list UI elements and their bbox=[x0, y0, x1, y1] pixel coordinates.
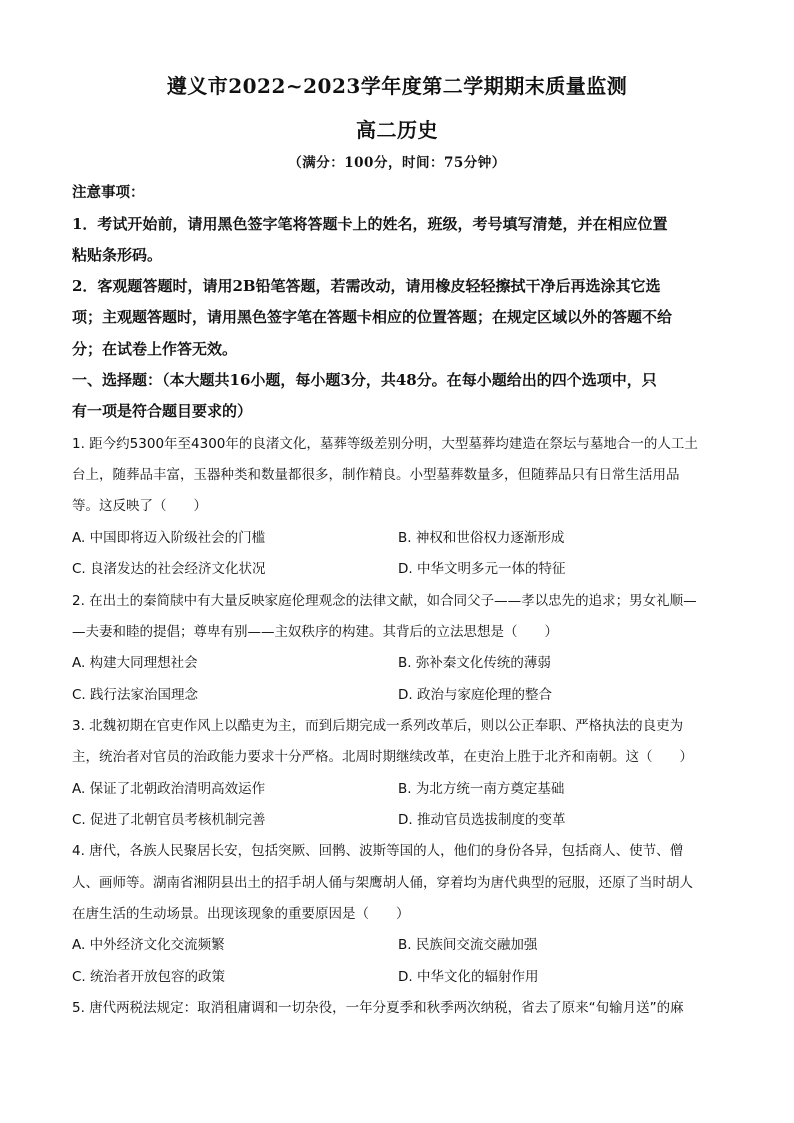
question-1-option-a: A. 中国即将迈入阶级社会的门槛 bbox=[72, 530, 266, 546]
question-4-option-d: D. 中华文化的辐射作用 bbox=[398, 969, 539, 985]
question-3-option-a: A. 保证了北朝政治清明高效运作 bbox=[72, 781, 266, 797]
question-1-text: 1. 距今约5300年至4300年的良渚文化，墓葬等级差别分明，大型墓葬均建造在祭坛与墓地合一的人工土 bbox=[72, 436, 698, 452]
question-3-option-b: B. 为北方统一南方奠定基础 bbox=[398, 781, 565, 797]
notice-line: 粘贴条形码。 bbox=[72, 246, 163, 264]
question-1-text: 台上，随葬品丰富，玉器种类和数量都很多，制作精良。小型墓葬数量多，但随葬品只有日常生活用品 bbox=[72, 467, 680, 483]
question-4-text: 4. 唐代，各族人民聚居长安，包括突厥、回鹘、波斯等国的人，他们的身份各异，包括商人、使节、僧 bbox=[72, 843, 684, 859]
question-4-option-b: B. 民族间交流交融加强 bbox=[398, 937, 538, 953]
notice-line: 2．客观题答题时，请用2B铅笔答题，若需改动，请用橡皮轻轻擦拭干净后再选涂其它选 bbox=[72, 277, 661, 295]
exam-info: （满分：100分，时间：75分钟） bbox=[288, 155, 506, 171]
notice-line: 分；在试卷上作答无效。 bbox=[72, 340, 238, 358]
question-4-text: 在唐生活的生动场景。出现该现象的重要原因是（ ） bbox=[72, 906, 410, 922]
question-2-option-c: C. 践行法家治国理念 bbox=[72, 687, 199, 703]
section-heading: 一、选择题：（本大题共16小题，每小题3分，共48分。在每小题给出的四个选项中，只 bbox=[72, 371, 657, 389]
question-1-option-b: B. 神权和世俗权力逐渐形成 bbox=[398, 530, 565, 546]
question-1-option-d: D. 中华文明多元一体的特征 bbox=[398, 561, 566, 577]
exam-subject: 高二历史 bbox=[356, 118, 438, 142]
question-1-option-c: C. 良渚发达的社会经济文化状况 bbox=[72, 561, 266, 577]
notice-heading: 注意事项： bbox=[72, 184, 145, 201]
question-4-option-a: A. 中外经济文化交流频繁 bbox=[72, 937, 225, 953]
question-3-option-c: C. 促进了北朝官员考核机制完善 bbox=[72, 812, 266, 828]
notice-line: 1．考试开始前，请用黑色签字笔将答题卡上的姓名，班级，考号填写清楚，并在相应位置 bbox=[72, 215, 668, 233]
notice-line: 项；主观题答题时，请用黑色签字笔在答题卡相应的位置答题；在规定区域以外的答题不给 bbox=[72, 308, 673, 326]
question-4-text: 人、画师等。湖南省湘阴县出土的招手胡人俑与架鹰胡人俑，穿着均为唐代典型的冠服，还原了当时胡人 bbox=[72, 875, 693, 891]
question-2-option-a: A. 构建大同理想社会 bbox=[72, 655, 198, 671]
question-5-text: 5. 唐代两税法规定：取消租庸调和一切杂役，一年分夏季和秋季两次纳税，省去了原来“旬输月送”的麻 bbox=[72, 1000, 684, 1016]
question-3-text: 3. 北魏初期在官吏作风上以酷吏为主，而到后期完成一系列改革后，则以公正奉职、严格执法的良吏为 bbox=[72, 718, 684, 734]
question-1-text: 等。这反映了（ ） bbox=[72, 498, 207, 514]
question-3-option-d: D. 推动官员选拔制度的变革 bbox=[398, 812, 566, 828]
section-heading: 有一项是符合题目要求的） bbox=[72, 402, 253, 420]
question-4-option-c: C. 统治者开放包容的政策 bbox=[72, 969, 226, 985]
exam-title: 遵义市2022~2023学年度第二学期期末质量监测 bbox=[166, 74, 628, 98]
question-2-text: 2. 在出土的秦简牍中有大量反映家庭伦理观念的法律文献，如合同父子——孝以忠先的追求；男女礼顺— bbox=[72, 593, 697, 609]
question-2-text: —夫妻和睦的提倡；尊卑有别——主奴秩序的构建。其背后的立法思想是（ ） bbox=[72, 624, 558, 640]
question-2-option-d: D. 政治与家庭伦理的整合 bbox=[398, 687, 552, 703]
question-2-option-b: B. 弥补秦文化传统的薄弱 bbox=[398, 655, 551, 671]
question-3-text: 主，统治者对官员的治政能力要求十分严格。北周时期继续改革，在吏治上胜于北齐和南朝。这（ ） bbox=[72, 749, 693, 765]
